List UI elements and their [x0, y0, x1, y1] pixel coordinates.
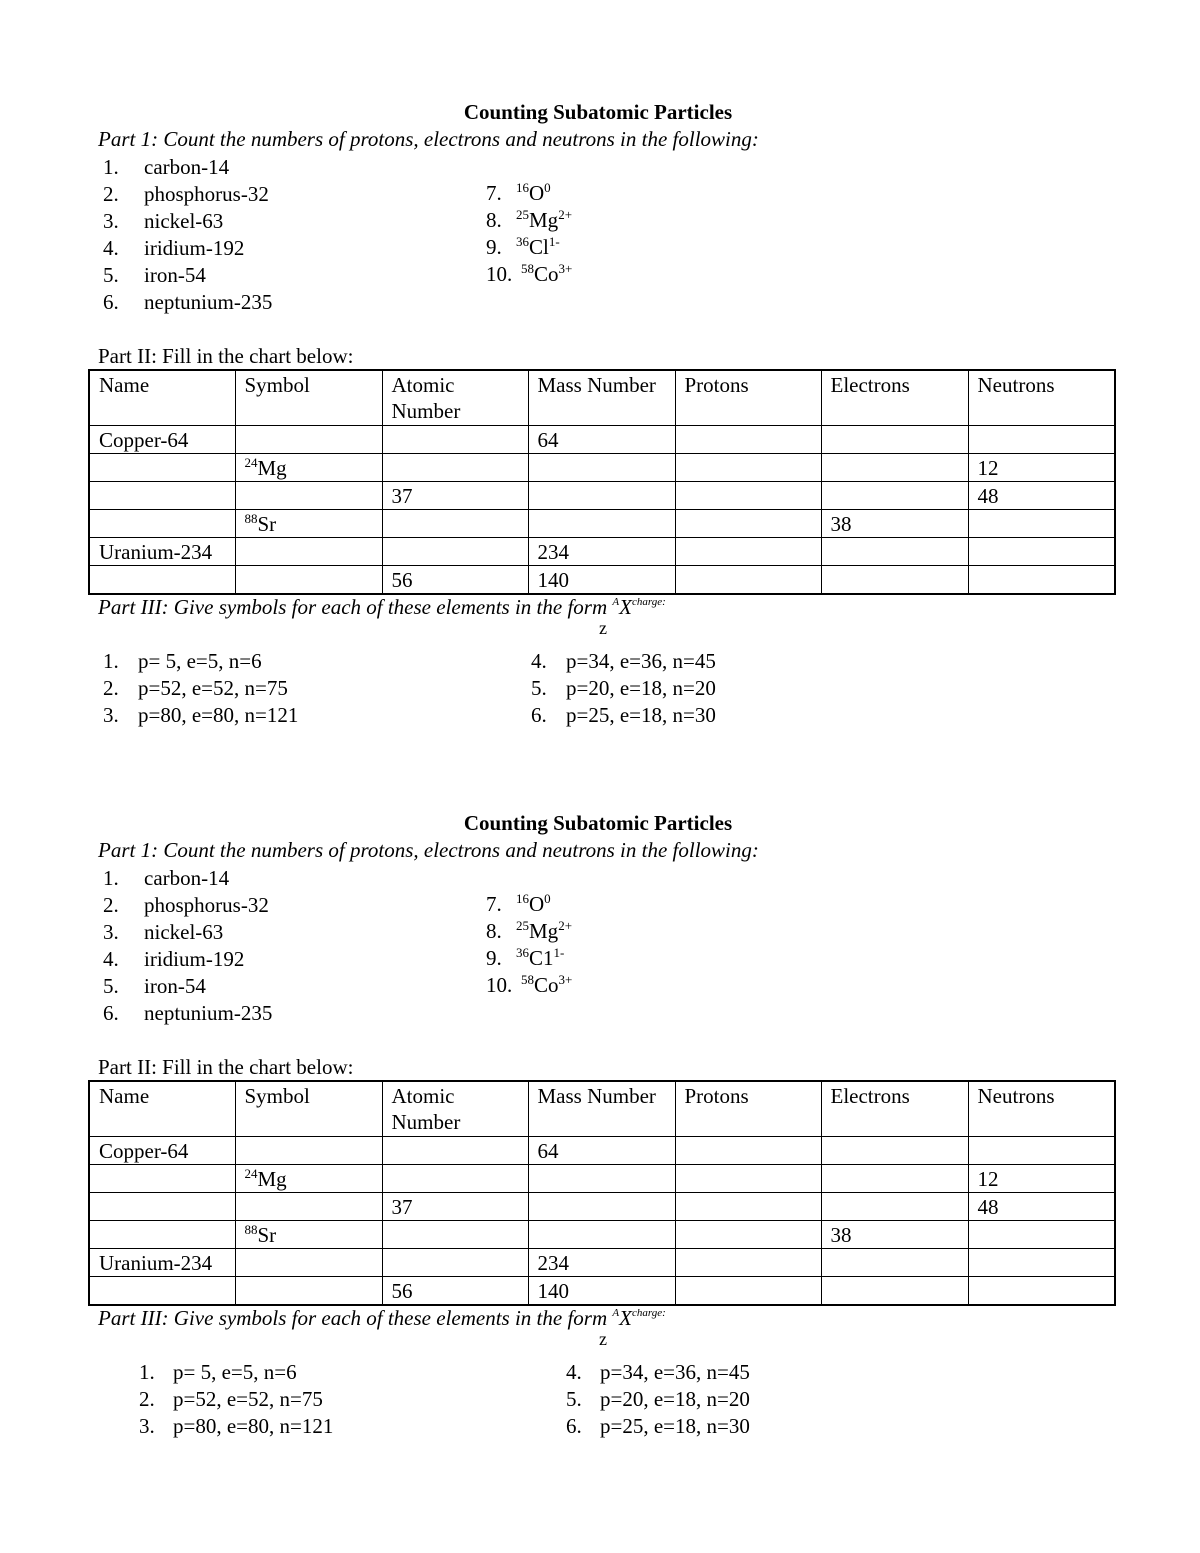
list-item: 7. $^{16}O^0$	[486, 180, 551, 205]
worksheet	[0, 711, 1200, 1438]
protons-cell	[675, 1193, 821, 1221]
protons-cell	[675, 1277, 821, 1306]
name-cell: Copper-64	[89, 1137, 235, 1165]
name-cell	[89, 1165, 235, 1193]
column-header: Mass Number	[528, 1081, 675, 1137]
name-cell	[89, 454, 235, 482]
column-header: Neutrons	[968, 370, 1115, 426]
electrons-cell	[821, 1249, 968, 1277]
particle-chart	[88, 369, 1116, 595]
name-cell	[89, 1221, 235, 1249]
part3-instructions: Part III: Give symbols for each of these elements in the form $^AX^{charge:}$	[98, 595, 666, 619]
list-item: 6. neptunium-235	[103, 1001, 273, 1025]
electrons-cell	[821, 454, 968, 482]
electrons-cell	[821, 1137, 968, 1165]
part1-right-list	[486, 891, 572, 999]
name-cell	[89, 1277, 235, 1306]
list-item: 2. phosphorus-32	[103, 893, 269, 917]
table-header-row	[89, 370, 1115, 426]
symbol-cell: $^{88}$Sr	[235, 1221, 382, 1249]
column-header: Protons	[675, 370, 821, 426]
electrons-cell	[821, 426, 968, 454]
part3-left-list	[139, 1359, 333, 1440]
neutrons-cell: 48	[968, 1193, 1115, 1221]
list-item: 2. phosphorus-32	[103, 182, 269, 206]
symbol-cell	[235, 482, 382, 510]
neutrons-cell	[968, 1221, 1115, 1249]
name-cell: Uranium-234	[89, 538, 235, 566]
atomic-number-cell	[382, 426, 528, 454]
name-cell: Uranium-234	[89, 1249, 235, 1277]
protons-cell	[675, 538, 821, 566]
mass-number-cell: 64	[528, 1137, 675, 1165]
part1-left-list	[103, 865, 272, 1027]
list-item: 2. p=52, e=52, n=75	[103, 676, 288, 700]
list-item: 1. p= 5, e=5, n=6	[103, 649, 262, 673]
neutrons-cell: 12	[968, 1165, 1115, 1193]
atomic-number-cell	[382, 510, 528, 538]
atomic-number-cell: 56	[382, 566, 528, 595]
mass-number-cell	[528, 1221, 675, 1249]
electrons-cell	[821, 1165, 968, 1193]
atomic-number-cell	[382, 454, 528, 482]
list-item: 4. iridium-192	[103, 947, 245, 971]
protons-cell	[675, 510, 821, 538]
atomic-number-cell: 37	[382, 482, 528, 510]
atomic-number-cell	[382, 1137, 528, 1165]
protons-cell	[675, 1249, 821, 1277]
table-row	[89, 1277, 1115, 1306]
name-cell	[89, 482, 235, 510]
electrons-cell: 38	[821, 1221, 968, 1249]
worksheet	[0, 0, 1200, 727]
list-item: 3. nickel-63	[103, 209, 224, 233]
protons-cell	[675, 482, 821, 510]
table-row	[89, 510, 1115, 538]
list-item: 10. $^{58}Co^{3+}$	[486, 261, 573, 286]
column-header: Atomic Number	[382, 1081, 528, 1137]
list-item: 1. carbon-14	[103, 866, 230, 890]
list-item: 3. p=80, e=80, n=121	[139, 1414, 334, 1438]
list-item: 7. $^{16}O^0$	[486, 891, 551, 916]
part1-left-list	[103, 154, 272, 316]
atomic-number-cell	[382, 1165, 528, 1193]
electrons-cell	[821, 538, 968, 566]
table-row	[89, 1249, 1115, 1277]
atomic-number-cell	[382, 1221, 528, 1249]
list-item: 4. p=34, e=36, n=45	[531, 649, 716, 673]
column-header: Electrons	[821, 1081, 968, 1137]
list-item: 1. p= 5, e=5, n=6	[139, 1360, 297, 1384]
mass-number-cell: 64	[528, 426, 675, 454]
worksheet-title: Counting Subatomic Particles	[463, 100, 733, 124]
symbol-cell	[235, 566, 382, 595]
list-item: 4. iridium-192	[103, 236, 245, 260]
electrons-cell	[821, 566, 968, 595]
part3-instructions: Part III: Give symbols for each of these elements in the form $^AX^{charge:}$	[98, 1306, 666, 1330]
table-row	[89, 538, 1115, 566]
symbol-cell: $^{24}$Mg	[235, 1165, 382, 1193]
neutrons-cell: 48	[968, 482, 1115, 510]
symbol-cell	[235, 426, 382, 454]
protons-cell	[675, 426, 821, 454]
name-cell	[89, 1193, 235, 1221]
table-row	[89, 1193, 1115, 1221]
list-item: 9. $^{36}C1^{1-}$	[486, 945, 565, 970]
neutrons-cell	[968, 1249, 1115, 1277]
column-header: Name	[89, 370, 235, 426]
form-z-label: z	[599, 618, 607, 638]
list-item: 9. $^{36}Cl^{1-}$	[486, 234, 560, 259]
column-header: Protons	[675, 1081, 821, 1137]
list-item: 10. $^{58}Co^{3+}$	[486, 972, 573, 997]
list-item: 5. p=20, e=18, n=20	[531, 676, 716, 700]
neutrons-cell: 12	[968, 454, 1115, 482]
part1-right-list	[486, 180, 572, 288]
table-row	[89, 1165, 1115, 1193]
column-header: Electrons	[821, 370, 968, 426]
symbol-cell	[235, 1249, 382, 1277]
symbol-cell	[235, 538, 382, 566]
atomic-number-cell	[382, 538, 528, 566]
symbol-cell	[235, 1193, 382, 1221]
atomic-number-cell	[382, 1249, 528, 1277]
mass-number-cell: 234	[528, 1249, 675, 1277]
list-item: 6. p=25, e=18, n=30	[531, 703, 716, 727]
protons-cell	[675, 1165, 821, 1193]
list-item: 3. p=80, e=80, n=121	[103, 703, 299, 727]
table-row	[89, 482, 1115, 510]
column-header: Symbol	[235, 370, 382, 426]
table-row	[89, 566, 1115, 595]
mass-number-cell	[528, 510, 675, 538]
list-item: 8. $^{25}Mg^{2+}$	[486, 918, 573, 943]
mass-number-cell: 140	[528, 566, 675, 595]
electrons-cell	[821, 1193, 968, 1221]
part2-instructions: Part II: Fill in the chart below:	[98, 1055, 354, 1079]
atomic-number-cell: 56	[382, 1277, 528, 1306]
table-header-row	[89, 1081, 1115, 1137]
mass-number-cell	[528, 482, 675, 510]
neutrons-cell	[968, 510, 1115, 538]
list-item: 6. neptunium-235	[103, 290, 273, 314]
symbol-cell	[235, 1137, 382, 1165]
table-row	[89, 454, 1115, 482]
part1-instructions: Part 1: Count the numbers of protons, electrons and neutrons in the following:	[98, 127, 759, 151]
column-header: Atomic Number	[382, 370, 528, 426]
table-row	[89, 1137, 1115, 1165]
list-item: 2. p=52, e=52, n=75	[139, 1387, 323, 1411]
column-header: Name	[89, 1081, 235, 1137]
list-item: 8. $^{25}Mg^{2+}$	[486, 207, 573, 232]
list-item: 5. iron-54	[103, 263, 206, 287]
mass-number-cell	[528, 1193, 675, 1221]
protons-cell	[675, 1137, 821, 1165]
part2-instructions: Part II: Fill in the chart below:	[98, 344, 354, 368]
neutrons-cell	[968, 1277, 1115, 1306]
mass-number-cell	[528, 454, 675, 482]
mass-number-cell: 140	[528, 1277, 675, 1306]
table-row	[89, 426, 1115, 454]
table-row	[89, 1221, 1115, 1249]
part1-instructions: Part 1: Count the numbers of protons, electrons and neutrons in the following:	[98, 838, 759, 862]
neutrons-cell	[968, 1137, 1115, 1165]
protons-cell	[675, 454, 821, 482]
list-item: 1. carbon-14	[103, 155, 230, 179]
list-item: 6. p=25, e=18, n=30	[566, 1414, 750, 1438]
neutrons-cell	[968, 426, 1115, 454]
name-cell	[89, 510, 235, 538]
name-cell: Copper-64	[89, 426, 235, 454]
electrons-cell: 38	[821, 510, 968, 538]
atomic-number-cell: 37	[382, 1193, 528, 1221]
form-z-label: z	[599, 1329, 607, 1349]
column-header: Mass Number	[528, 370, 675, 426]
name-cell	[89, 566, 235, 595]
neutrons-cell	[968, 538, 1115, 566]
column-header: Symbol	[235, 1081, 382, 1137]
symbol-cell: $^{24}$Mg	[235, 454, 382, 482]
electrons-cell	[821, 1277, 968, 1306]
list-item: 5. iron-54	[103, 974, 206, 998]
worksheet-title: Counting Subatomic Particles	[463, 811, 733, 835]
list-item: 4. p=34, e=36, n=45	[566, 1360, 750, 1384]
electrons-cell	[821, 482, 968, 510]
list-item: 3. nickel-63	[103, 920, 224, 944]
mass-number-cell: 234	[528, 538, 675, 566]
particle-chart	[88, 1080, 1116, 1306]
mass-number-cell	[528, 1165, 675, 1193]
symbol-cell: $^{88}$Sr	[235, 510, 382, 538]
list-item: 5. p=20, e=18, n=20	[566, 1387, 750, 1411]
protons-cell	[675, 566, 821, 595]
column-header: Neutrons	[968, 1081, 1115, 1137]
part3-right-list	[566, 1359, 750, 1440]
protons-cell	[675, 1221, 821, 1249]
symbol-cell	[235, 1277, 382, 1306]
neutrons-cell	[968, 566, 1115, 595]
